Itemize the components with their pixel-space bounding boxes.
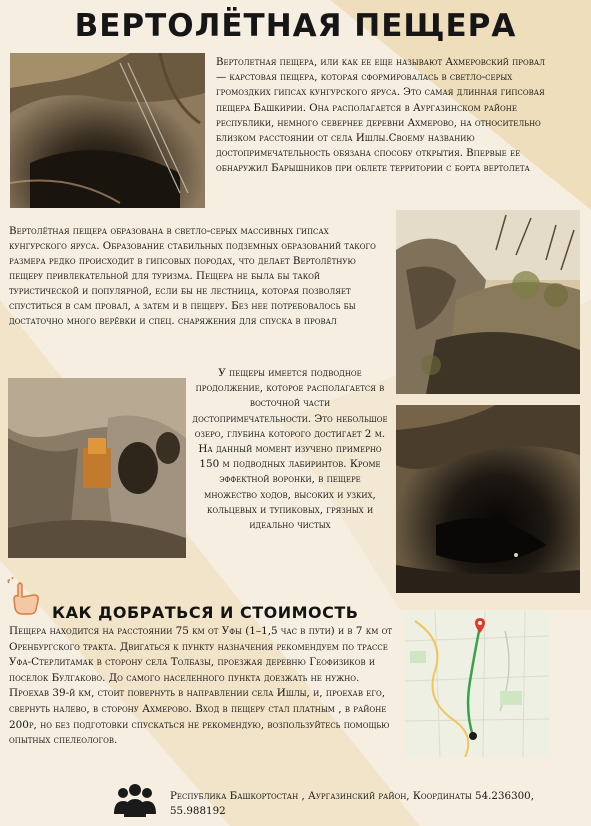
section-heading: КАК ДОБРАТЬСЯ И СТОИМОСТЬ [52, 603, 359, 622]
footer-location: Республика Башкортостан , Аургазинский район, Координаты 54.236300, 55.988192 [170, 790, 534, 817]
route-map [405, 611, 549, 757]
formation-paragraph: Вертолётная пещера образована в светло-серых массивных гипсах кунгурского яруса. Образование стабильных подземных образований такого размера редко происходит в гипсовых породах, что делает Вертолётную пещеру привлекательной для туризма. Пещера не была бы такой туристической и популярной, если бы не лестница, которая позволяет спуститься в сам провал, а затем и в пещеру. Без нее потребовалось бы достаточно много верёвки и спец. снаряжения для спуска в провал [9, 225, 376, 327]
cave-entrance-photo [10, 53, 205, 208]
intro-paragraph: Вертолетная пещера, или как ее еще называют Ахмеровский провал — карстовая пещера, которая сформировалась в светло-серых громоздких гипсах кунгурского яруса. Это самая длинная гипсовая пещера Башкирии. Она располагается в Аургазинском районе республики, немного севернее деревни Ахмерово, на относительно близком расстоянии от села Ишлы.Своему названию достопримечательность обязана способу открытия. Впервые ее обнаружил Барышников при облете территории с борта вертолета [216, 57, 545, 175]
cave-pit-photo [396, 405, 580, 593]
rock-cliff-photo [396, 210, 580, 394]
cave-interior-photo [8, 378, 186, 558]
people-group-icon [113, 782, 157, 818]
page-title: ВЕРТОЛЁТНАЯ ПЕЩЕРА [74, 8, 517, 44]
underwater-paragraph: У пещеры имеется подводное продолжение, которое располагается в восточной части достопримечательности. Это небольшое озеро, глубина которого достигает 2 м. На данный момент изучено примерно 150 м подводных лабиринтов. Кроме эффектной воронки, в пещере множество ходов, высоких и узких, кольцевых и тупиковых, грязных и идеально чистых [192, 367, 388, 532]
pointing-hand-icon [6, 577, 46, 617]
directions-paragraph: Пещера находится на расстоянии 75 км от Уфы (1–1,5 час в пути) и в 7 км от Оренбургского тракта. Двигаться к пункту назначения рекомендуем по трассе Уфа-Стерлитамак в сторону села Толбазы, проезжая деревню Геофизиков и поселок Булгаково. До самого населенного пункта доезжать не нужно. Проехав 39-й км, стоит повернуть в направлении села Ишлы, и, проехав его, свернуть налево, в сторону Ахмерово. Вход в пещеру стал платным , в районе 200р, но без подготовки спускаться не рекомендую, возпользуйтесь помощью опытных спелеологов. [9, 625, 393, 747]
